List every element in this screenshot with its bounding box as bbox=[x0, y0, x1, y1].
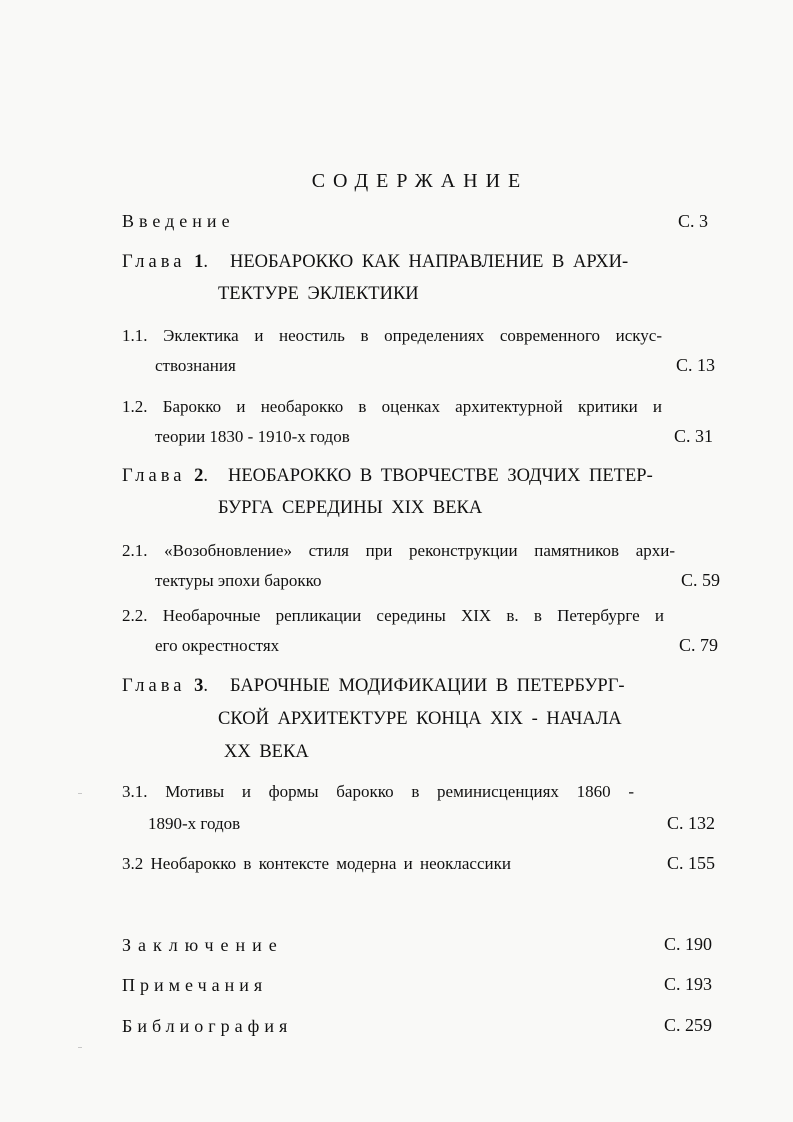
page-title: СОДЕРЖАНИЕ bbox=[311, 170, 529, 192]
section-2-1-line-2: тектуры эпохи барокко bbox=[155, 571, 322, 590]
section-3-1-page: С. 132 bbox=[667, 813, 716, 833]
intro-label: Введение bbox=[122, 211, 235, 231]
chapter3-title-line-2: СКОЙ АРХИТЕКТУРЕ КОНЦА XIX - НАЧАЛА bbox=[218, 709, 622, 729]
bibliography-label: Библиография bbox=[122, 1016, 293, 1036]
chapter1-number: 1 bbox=[194, 252, 204, 272]
chapter3-number: 3 bbox=[194, 676, 204, 696]
section-2-2-line-1: 2.2. Необарочные репликации середины XIX в. в Петербурге и bbox=[122, 606, 664, 625]
chapter1-title-line-1: НЕОБАРОККО КАК НАПРАВЛЕНИЕ В АРХИ- bbox=[230, 252, 629, 272]
chapter2-heading bbox=[122, 467, 208, 486]
section-1-2-line-2: теории 1830 - 1910-х годов bbox=[155, 427, 350, 446]
section-2-2-page: С. 79 bbox=[679, 635, 719, 655]
chapter3-label: Глава bbox=[122, 676, 186, 696]
conclusion-page: С. 190 bbox=[664, 934, 713, 954]
section-2-2-line-2: его окрестностях bbox=[155, 636, 280, 655]
chapter3-title-line-3: XX ВЕКА bbox=[224, 742, 309, 762]
section-3-2-line-1: 3.2 Необарокко в контексте модерна и неоклассики bbox=[122, 854, 511, 873]
section-1-2-line-1: 1.2. Барокко и необарокко в оценках архитектурной критики и bbox=[122, 397, 662, 416]
chapter2-title-line-1: НЕОБАРОККО В ТВОРЧЕСТВЕ ЗОДЧИХ ПЕТЕР- bbox=[228, 466, 653, 486]
section-1-1-page: С. 13 bbox=[676, 355, 716, 375]
chapter3-title-line-1: БАРОЧНЫЕ МОДИФИКАЦИИ В ПЕТЕРБУРГ- bbox=[230, 676, 625, 696]
chapter2-dot: . bbox=[203, 466, 208, 486]
bibliography-page: С. 259 bbox=[664, 1015, 713, 1035]
scan-mark bbox=[78, 1047, 82, 1048]
chapter1-title-line-2: ТЕКТУРЕ ЭКЛЕКТИКИ bbox=[218, 284, 419, 304]
section-2-1-page: С. 59 bbox=[681, 570, 721, 590]
chapter1-label: Глава bbox=[122, 252, 186, 272]
conclusion-label: Заключение bbox=[122, 935, 284, 955]
section-3-2-page: С. 155 bbox=[667, 853, 716, 873]
section-1-1-line-2: ствознания bbox=[155, 356, 236, 375]
chapter3-heading bbox=[122, 677, 208, 696]
chapter1-dot: . bbox=[203, 252, 208, 272]
section-2-1-line-1: 2.1. «Возобновление» стиля при реконструкции памятников архи- bbox=[122, 541, 675, 560]
chapter1-heading bbox=[122, 253, 208, 272]
notes-page: С. 193 bbox=[664, 974, 713, 994]
chapter2-number: 2 bbox=[194, 466, 204, 486]
scan-mark bbox=[78, 793, 82, 794]
notes-label: Примечания bbox=[122, 975, 268, 995]
chapter3-dot: . bbox=[203, 676, 208, 696]
chapter2-title-line-2: БУРГА СЕРЕДИНЫ XIX ВЕКА bbox=[218, 498, 483, 518]
section-3-1-line-2: 1890-х годов bbox=[148, 814, 241, 833]
section-1-1-line-1: 1.1. Эклектика и неостиль в определениях современного искус- bbox=[122, 326, 662, 345]
intro-page: С. 3 bbox=[678, 211, 709, 231]
section-1-2-page: С. 31 bbox=[674, 426, 714, 446]
section-3-1-line-1: 3.1. Мотивы и формы барокко в реминисценциях 1860 - bbox=[122, 782, 634, 801]
chapter2-label: Глава bbox=[122, 466, 186, 486]
